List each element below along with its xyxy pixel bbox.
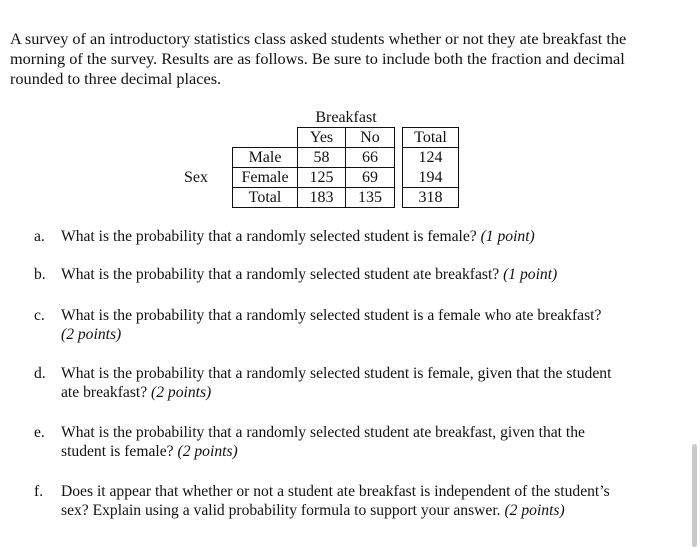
cell-value: 58 bbox=[298, 148, 346, 168]
table-row bbox=[184, 188, 459, 208]
question-points: (2 points) bbox=[151, 384, 212, 401]
problem-intro bbox=[10, 29, 660, 89]
cell-value: 194 bbox=[403, 168, 459, 188]
row-group-label: Sex bbox=[184, 169, 208, 186]
cell-value: 135 bbox=[346, 188, 395, 208]
cell-value: 183 bbox=[298, 188, 346, 208]
cell-value: 66 bbox=[346, 148, 395, 168]
row-label: Male bbox=[233, 148, 298, 168]
intro-line: A survey of an introductory statistics class asked students whether or not they ate breakfast the bbox=[10, 29, 627, 48]
question-points: (2 points) bbox=[504, 502, 565, 519]
cell-value: 69 bbox=[346, 168, 395, 188]
question-letter: a. bbox=[34, 228, 45, 245]
question-points: (1 point) bbox=[503, 266, 558, 283]
col-header-no: No bbox=[346, 128, 395, 148]
intro-line: rounded to three decimal places. bbox=[10, 69, 222, 88]
question-letter: f. bbox=[34, 483, 44, 500]
cell-value: 124 bbox=[403, 148, 459, 168]
cell-value: 318 bbox=[403, 188, 459, 208]
intro-line: morning of the survey. Results are as follows. Be sure to include both the fraction and decimal bbox=[10, 49, 625, 68]
row-label: Female bbox=[233, 168, 298, 188]
question-points: (2 points) bbox=[177, 443, 238, 460]
question-letter: c. bbox=[34, 307, 45, 324]
vertical-scrollbar[interactable] bbox=[692, 444, 697, 547]
table-row bbox=[184, 168, 459, 188]
table-row bbox=[184, 148, 459, 168]
col-header-yes: Yes bbox=[298, 128, 346, 148]
question-letter: e. bbox=[34, 424, 45, 441]
row-label: Total bbox=[233, 188, 298, 208]
breakfast-header: Breakfast bbox=[315, 109, 377, 126]
question-points: (2 points) bbox=[61, 326, 122, 343]
cell-value: 125 bbox=[298, 168, 346, 188]
question-letter: b. bbox=[34, 266, 46, 283]
col-header-total: Total bbox=[403, 128, 459, 148]
question-points: (1 point) bbox=[480, 228, 535, 245]
question-letter: d. bbox=[34, 365, 46, 382]
contingency-table bbox=[184, 108, 459, 208]
